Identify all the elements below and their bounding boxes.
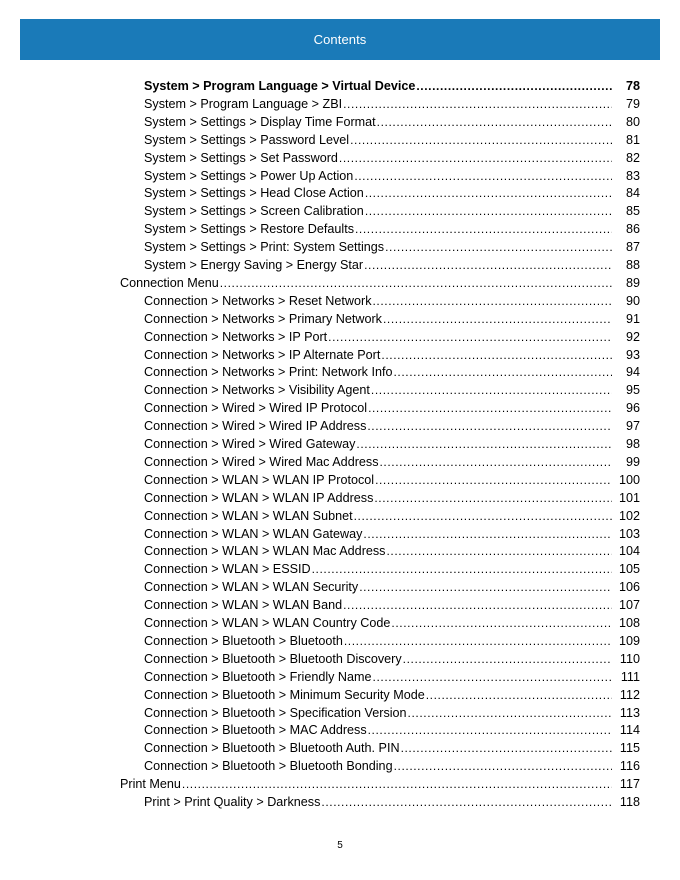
- toc-entry-label: Connection > WLAN > WLAN IP Protocol: [144, 472, 375, 487]
- dot-leader: [328, 328, 612, 346]
- dot-leader: [385, 238, 612, 256]
- toc-entry-label: Connection > Wired > Wired Mac Address: [144, 454, 379, 469]
- toc-entry-label: System > Settings > Print: System Settings: [144, 240, 385, 255]
- dot-leader: [182, 775, 612, 793]
- toc-entry[interactable]: [144, 167, 640, 185]
- dot-leader: [401, 739, 612, 757]
- dot-leader: [371, 381, 612, 399]
- toc-entry-label: System > Program Language > Virtual Device: [144, 79, 416, 93]
- toc-entry-page: 103: [618, 526, 640, 541]
- toc-entry-page: 94: [625, 365, 640, 380]
- dot-leader: [321, 793, 612, 811]
- toc-entry[interactable]: [144, 757, 640, 775]
- toc-entry-label: Connection > Wired > Wired IP Protocol: [144, 401, 368, 416]
- toc-entry[interactable]: [144, 256, 640, 274]
- toc-entry[interactable]: [144, 739, 640, 757]
- toc-entry-page: 112: [619, 687, 640, 702]
- toc-entry-page: 110: [619, 651, 640, 666]
- toc-entry-label: System > Settings > Head Close Action: [144, 186, 364, 201]
- toc-entry-page: 93: [625, 347, 640, 362]
- toc-entry-label: System > Settings > Screen Calibration: [144, 204, 364, 219]
- toc-entry-page: 96: [625, 401, 640, 416]
- toc-entry-page: 115: [619, 741, 640, 756]
- toc-entry[interactable]: [144, 346, 640, 364]
- toc-entry-label: System > Settings > Power Up Action: [144, 168, 354, 183]
- toc-entry-page: 78: [625, 79, 640, 93]
- toc-entry-label: Print > Print Quality > Darkness: [144, 795, 321, 809]
- toc-entry-label: Connection > WLAN > WLAN Security: [144, 580, 359, 595]
- toc-entry-page: 99: [625, 454, 640, 469]
- toc-entry-page: 114: [619, 723, 640, 738]
- toc-entry-label: Connection > Bluetooth > Bluetooth Bonding: [144, 759, 393, 774]
- toc-entry[interactable]: [144, 721, 640, 739]
- toc-entry[interactable]: [144, 525, 640, 543]
- dot-leader: [344, 632, 612, 650]
- toc-entry[interactable]: [144, 596, 640, 614]
- toc-entry-page: 87: [625, 240, 640, 255]
- toc-entry-page: 109: [618, 633, 640, 648]
- toc-entry-page: 101: [618, 490, 640, 505]
- toc-entry[interactable]: [144, 453, 640, 471]
- toc-entry-label: Connection > Networks > Visibility Agent: [144, 383, 370, 398]
- toc-entry-page: 117: [619, 777, 640, 792]
- toc-entry[interactable]: [144, 184, 640, 202]
- toc-entry[interactable]: [120, 274, 640, 292]
- toc-entry-page: 111: [620, 669, 640, 684]
- toc-entry[interactable]: [144, 328, 640, 346]
- toc-entry-label: Connection > Bluetooth > Specification Version: [144, 705, 407, 720]
- dot-leader: [356, 435, 612, 453]
- toc-entry-page: 80: [625, 114, 640, 129]
- dot-leader: [408, 704, 612, 722]
- toc-entry-page: 118: [619, 795, 640, 809]
- toc-entry[interactable]: [144, 793, 640, 811]
- toc-entry[interactable]: [144, 202, 640, 220]
- dot-leader: [339, 149, 612, 167]
- dot-leader: [403, 650, 612, 668]
- dot-leader: [368, 399, 612, 417]
- toc-entry[interactable]: [144, 95, 640, 113]
- dot-leader: [220, 274, 612, 292]
- toc-entry-label: Connection > Networks > Reset Network: [144, 293, 372, 308]
- toc-entry-label: Connection > WLAN > ESSID: [144, 562, 311, 577]
- toc-entry-label: Connection > Bluetooth > Bluetooth: [144, 633, 343, 648]
- toc-entry-page: 91: [625, 311, 640, 326]
- toc-entry[interactable]: [144, 131, 640, 149]
- toc-entry-page: 84: [625, 186, 640, 201]
- header-bar: [20, 19, 660, 60]
- toc-entry-label: Connection > WLAN > WLAN Band: [144, 598, 343, 613]
- page-title: Contents: [313, 32, 367, 47]
- toc-entry[interactable]: [144, 363, 640, 381]
- dot-leader: [381, 346, 612, 364]
- toc-entry-label: Connection > Wired > Wired IP Address: [144, 419, 367, 434]
- toc-entry-label: Connection > Wired > Wired Gateway: [144, 437, 356, 451]
- toc-entry[interactable]: [144, 632, 640, 650]
- toc-entry-label: Connection > WLAN > WLAN Subnet: [144, 508, 353, 523]
- toc-entry-page: 107: [618, 598, 640, 613]
- dot-leader: [383, 310, 612, 328]
- toc-entry-label: System > Settings > Password Level: [144, 132, 350, 147]
- toc-entry-page: 108: [618, 616, 640, 630]
- toc-entry-label: Connection > WLAN > WLAN Country Code: [144, 616, 391, 630]
- dot-leader: [375, 471, 612, 489]
- toc-entry-page: 90: [625, 293, 640, 308]
- toc-entry[interactable]: [144, 399, 640, 417]
- toc-entry-page: 88: [625, 258, 640, 272]
- toc-entry-page: 86: [625, 222, 640, 237]
- toc-entry[interactable]: [144, 381, 640, 399]
- dot-leader: [426, 686, 612, 704]
- toc-entry[interactable]: [144, 542, 640, 560]
- toc-entry-page: 81: [625, 132, 640, 147]
- toc-entry[interactable]: [144, 578, 640, 596]
- toc-entry-label: Connection > Bluetooth > Bluetooth Auth. PIN: [144, 741, 400, 756]
- dot-leader: [343, 95, 612, 113]
- dot-leader: [367, 417, 612, 435]
- dot-leader: [355, 220, 612, 238]
- toc-entry-label: Connection > Networks > IP Alternate Port: [144, 347, 381, 362]
- toc-entry[interactable]: [144, 471, 640, 489]
- toc-entry-label: Print Menu: [120, 777, 181, 792]
- toc-entry[interactable]: [144, 489, 640, 507]
- toc-entry-label: System > Settings > Display Time Format: [144, 114, 376, 129]
- toc-entry-label: System > Settings > Set Password: [144, 150, 338, 165]
- toc-entry[interactable]: [144, 77, 640, 95]
- toc-entry-page: 105: [618, 562, 640, 577]
- toc-entry[interactable]: [144, 704, 640, 722]
- toc-entry[interactable]: [144, 650, 640, 668]
- toc-entry-page: 83: [625, 168, 640, 183]
- dot-leader: [377, 113, 612, 131]
- dot-leader: [350, 131, 612, 149]
- toc-entry-page: 106: [618, 580, 640, 595]
- toc-entry-label: Connection > WLAN > WLAN Mac Address: [144, 544, 386, 559]
- toc-entry-label: System > Program Language > ZBI: [144, 96, 343, 111]
- toc-entry-page: 92: [625, 329, 640, 344]
- toc-entry-page: 79: [625, 96, 640, 111]
- toc-entry[interactable]: [144, 686, 640, 704]
- toc-entry[interactable]: [144, 614, 640, 632]
- toc-entry[interactable]: [144, 668, 640, 686]
- toc-entry-label: Connection > Bluetooth > Friendly Name: [144, 669, 372, 684]
- dot-leader: [394, 757, 612, 775]
- toc-entry-page: 116: [619, 759, 640, 774]
- dot-leader: [343, 596, 612, 614]
- dot-leader: [359, 578, 612, 596]
- dot-leader: [373, 668, 612, 686]
- toc-entry-label: Connection > WLAN > WLAN Gateway: [144, 526, 363, 541]
- dot-leader: [373, 292, 613, 310]
- dot-leader: [363, 525, 612, 543]
- dot-leader: [386, 542, 612, 560]
- toc-entry-page: 104: [618, 544, 640, 559]
- toc-entry[interactable]: [144, 310, 640, 328]
- toc-entry-label: Connection > Bluetooth > MAC Address: [144, 723, 367, 738]
- toc-entry[interactable]: [120, 775, 640, 793]
- toc-entry-label: Connection > Networks > Primary Network: [144, 311, 382, 326]
- toc-entry-page: 97: [625, 419, 640, 434]
- toc-entry[interactable]: [144, 560, 640, 578]
- toc-entry-page: 113: [619, 705, 640, 720]
- toc-entry-label: System > Settings > Restore Defaults: [144, 222, 354, 237]
- toc-entry-page: 95: [625, 383, 640, 398]
- dot-leader: [391, 614, 612, 632]
- toc-entry[interactable]: [144, 507, 640, 525]
- dot-leader: [354, 167, 612, 185]
- toc-entry[interactable]: [144, 435, 640, 453]
- toc-entry[interactable]: [144, 113, 640, 131]
- toc-entry-label: Connection > Networks > IP Port: [144, 329, 328, 344]
- toc-entry-label: Connection > Networks > Print: Network Info: [144, 365, 393, 380]
- toc-entry-page: 98: [625, 437, 640, 451]
- toc-entry-label: Connection Menu: [120, 275, 219, 290]
- toc-entry[interactable]: [144, 220, 640, 238]
- dot-leader: [312, 560, 612, 578]
- toc-entry-label: Connection > Bluetooth > Bluetooth Discovery: [144, 651, 402, 666]
- dot-leader: [365, 202, 612, 220]
- dot-leader: [368, 721, 612, 739]
- toc-entry-page: 82: [625, 150, 640, 165]
- page-number: 5: [337, 840, 343, 851]
- dot-leader: [374, 489, 612, 507]
- toc-entry-label: Connection > Bluetooth > Minimum Security Mode: [144, 687, 425, 702]
- toc-entry-label: Connection > WLAN > WLAN IP Address: [144, 490, 374, 505]
- toc-entry[interactable]: [144, 238, 640, 256]
- dot-leader: [416, 77, 612, 95]
- dot-leader: [394, 363, 613, 381]
- toc-entry[interactable]: [144, 417, 640, 435]
- dot-leader: [365, 184, 612, 202]
- toc-entry-label: System > Energy Saving > Energy Star: [144, 258, 364, 272]
- toc-entry[interactable]: [144, 149, 640, 167]
- toc-entry-page: 102: [618, 508, 640, 523]
- toc-entry-page: 100: [618, 472, 640, 487]
- toc-entry[interactable]: [144, 292, 640, 310]
- dot-leader: [364, 256, 612, 274]
- toc-entry-page: 89: [625, 275, 640, 290]
- toc-entry-page: 85: [625, 204, 640, 219]
- dot-leader: [380, 453, 613, 471]
- dot-leader: [354, 507, 612, 525]
